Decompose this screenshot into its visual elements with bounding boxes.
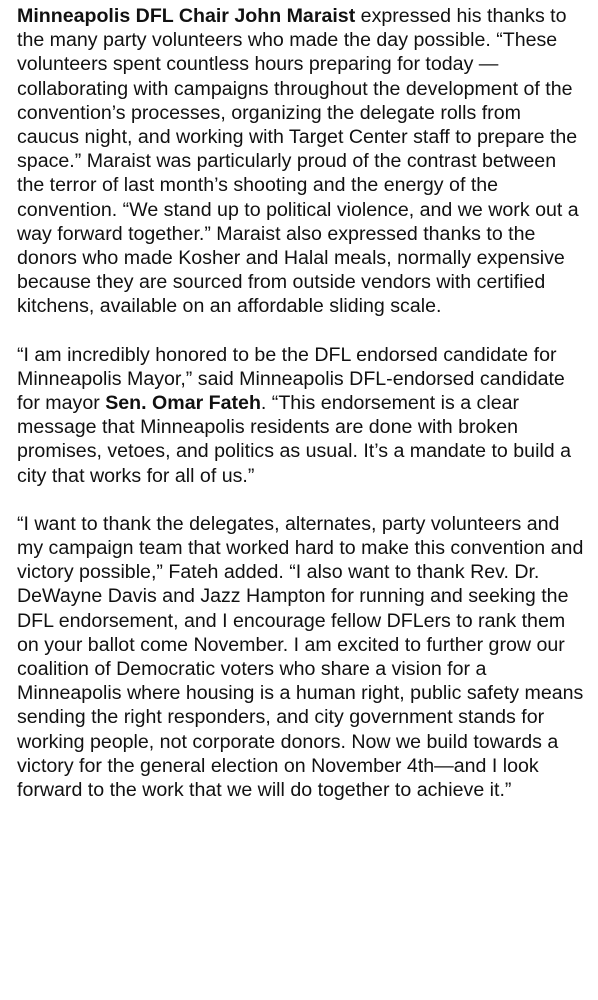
paragraph-maraist-statement bbox=[17, 4, 588, 319]
bold-lead-maraist: Minneapolis DFL Chair John Maraist bbox=[17, 5, 356, 27]
bold-name-fateh: Sen. Omar Fateh bbox=[105, 392, 261, 415]
paragraph-fateh-thanks bbox=[17, 512, 588, 802]
paragraph-fateh-quote bbox=[17, 343, 588, 488]
paragraph-text-after: . “This endorsement is a clear message that Minneapolis residents are done with broken promises, vetoes, and politics as usual. It’s a mandate to build a city that works for all of us.” bbox=[17, 392, 572, 487]
paragraph-text: expressed his thanks to the many party volunteers who made the day possible. “These volunteers spent countless hours preparing for today — collaborating with campaigns throughout the development of the convention’s processes, organizing the delegate rolls from caucus night, and working with Target Center staff to prepare the space.” Maraist was particularly proud of the contrast between the terror of last month’s shooting and the energy of the convention. “We stand up to political violence, and we work out a way forward together.” Maraist also expressed thanks to the donors who made Kosher and Halal meals, normally expensive because they are sourced from outside vendors with certified kitchens, available on an affordable sliding scale. bbox=[17, 5, 579, 318]
paragraph-text-before: “I am incredibly honored to be the DFL endorsed candidate for Minneapolis Mayor,” said Minneapolis DFL-endorsed candidate for mayor bbox=[17, 343, 565, 415]
paragraph-text: “I want to thank the delegates, alternates, party volunteers and my campaign team that worked hard to make this convention and victory possible,” Fateh added. “I also want to thank Rev. Dr. DeWayne Davis and Jazz Hampton for running and seeking the DFL endorsement, and I encourage fellow DFLers to rank them on your ballot come November. I am excited to further grow our coalition of Democratic voters who share a vision for a Minneapolis where housing is a human right, public safety means sending the right responders, and city government stands for working people, not corporate donors. Now we build towards a victory for the general election on November 4th—and I look forward to the work that we will do together to achieve it.” bbox=[17, 512, 584, 802]
